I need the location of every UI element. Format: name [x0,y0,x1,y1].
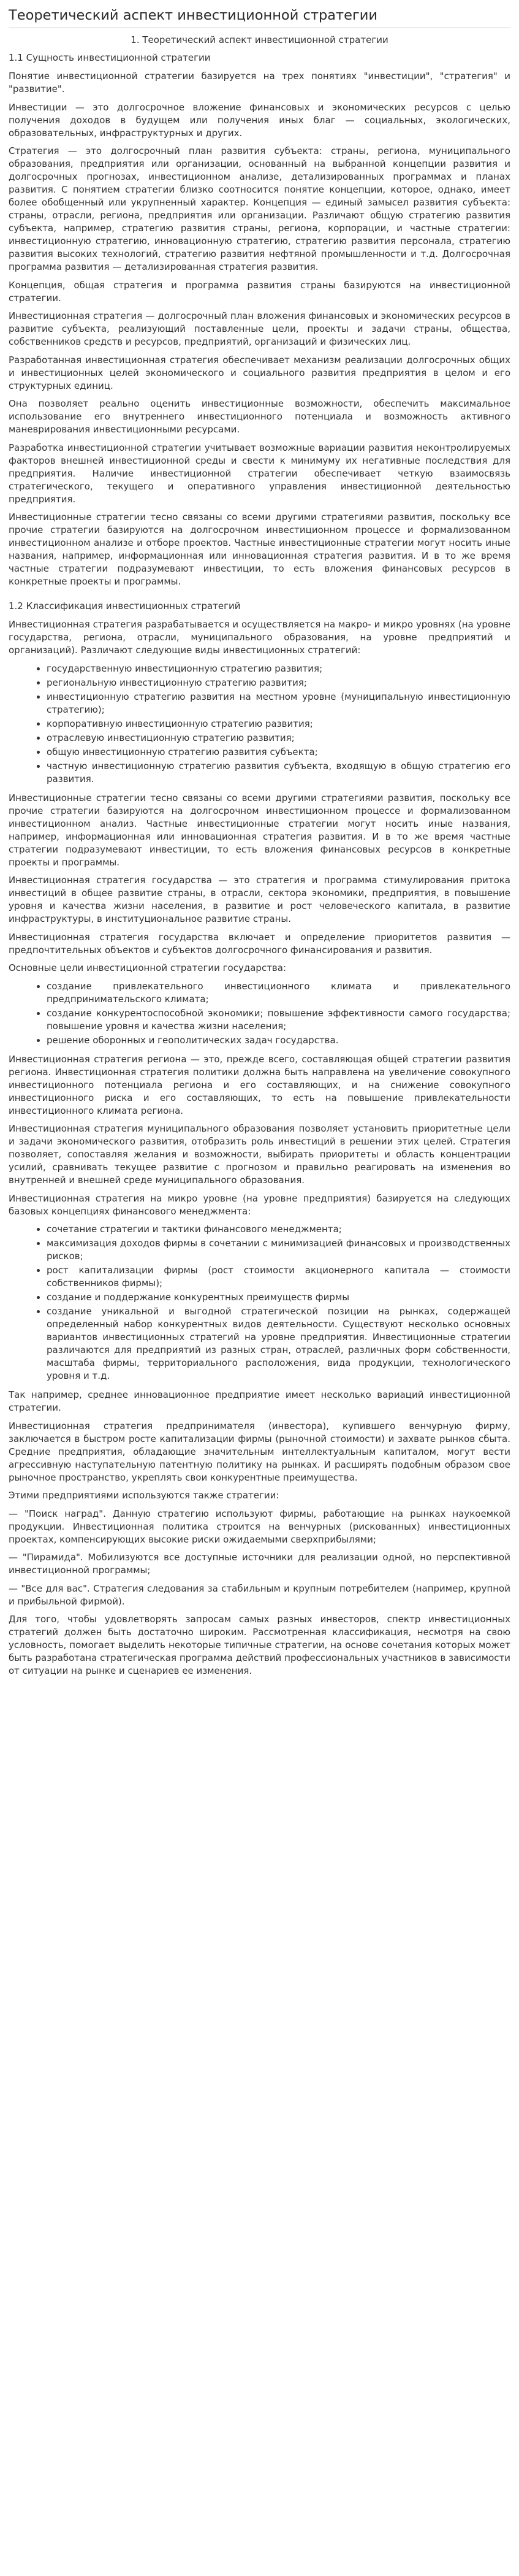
list-item: • частную инвестиционную стратегию развития субъекта, входящую в общую стратегию его развития. [47,760,510,786]
section-2 [9,599,510,1677]
bullet-list [9,980,510,1047]
paragraph: — "Пирамида". Мобилизуются все доступные источники для реализации одной, но перспективной инвестиционной программы; [9,1552,510,1576]
paragraph: Инвестиционные стратегии тесно связаны со всеми другими стратегиями развития, поскольку все прочие стратегии базируются на долгосрочном инвестиционном процессе и формализованном инвестиционном анализ. Частные инвестиционные стратегии могут носить иные названия, например, информационная или инновационная стратегия развития. И в то же время частные стратегии подразумевают инвестиции, то есть вложения финансовых ресурсов в конкретные проекты и программы. [9,792,510,868]
paragraph: Стратегия — это долгосрочный план развития субъекта: страны, региона, муниципального образования, предприятия или организации, основанный на выбранной концепции развития и долгосрочных прогнозах, инвестиционном анализе, детализированных программах и планах развития. С понятием стратегии близко соотносится понятие концепции, которое, однако, имеет более обобщенный или укрупненный характер. Концепция — единый замысел развития субъекта: страны, отрасли, региона, предприятия или организации. Различают общую стратегию развития субъекта, например, стратегию развития страны, региона, корпорации, и частные стратегии: инвестиционную стратегию, инновационную стратегию, стратегию развития персонала, стратегию развития высоких технологий, стратегию развития нефтяной промышленности и т.д. Долгосрочная программа развития — детализированная стратегия развития. [9,145,510,272]
list-item: • создание и поддержание конкурентных преимуществ фирмы [47,1291,510,1304]
section-heading: 1.2 Классификация инвестиционных стратегий [9,600,241,611]
list-item: • создание уникальной и выгодной стратегической позиции на рынках, содержащей определенный набор конкурентных видов деятельности. Существуют несколько основных вариантов инвестиционных стратегий на уровне предприятия. Инвестиционные стратегии различаются для предприятий из разных стран, отраслей, различных форм собственности, масштаба фирмы, территориального расположения, вида продукции, технологического уровня и т.д. [47,1305,510,1382]
list-item: • создание конкурентоспособной экономики; повышение эффективности самого государства; повышение уровня и качества жизни населения; [47,1007,510,1033]
list-item: • сочетание стратегии и тактики финансового менеджмента; [47,1223,510,1236]
paragraph: Инвестиционная стратегия — долгосрочный план вложения финансовых и экономических ресурсов в развитие субъекта, реализующий поставленные цели, проекты и задачи страны, общества, собственников средств и ресурсов, предприятий, организаций и физических лиц. [9,310,510,347]
paragraph: Этими предприятиями используются также стратегии: [9,1490,279,1501]
list-item: • государственную инвестиционную стратегию развития; [47,662,510,675]
paragraph: Так например, среднее инновационное предприятие имеет несколько вариаций инвестиционной стратегии. [9,1389,510,1413]
paragraph: Инвестиционные стратегии тесно связаны со всеми другими стратегиями развития, поскольку все прочие стратегии базируются на долгосрочном инвестиционном процессе и формализованном инвестиционном анализе и отборе проектов. Частные инвестиционные стратегии могут носить иные названия, например, информационная или инновационная стратегия развития. И в то же время частные стратегии подразумевают инвестиции, то есть вложения финансовых ресурсов в конкретные проекты и программы. [9,512,510,587]
paragraph: Разработка инвестиционной стратегии учитывает возможные вариации развития неконтролируемых факторов внешней инвестиционной среды и свести к минимуму их негативные последствия для предприятия. Наличие инвестиционной стратегии обеспечивает четкую взаимосвязь стратегического, текущего и оперативного управления инвестиционной деятельностью предприятия. [9,442,510,505]
list-item: • региональную инвестиционную стратегию развития; [47,677,510,689]
list-item: • инвестиционную стратегию развития на местном уровне (муниципальную инвестиционную стратегию); [47,691,510,716]
paragraph: Инвестиционная стратегия муниципального образования позволяет установить приоритетные цели и задачи экономического развития, отобразить роль инвестиций в решении этих целей. Стратегия позволяет, сопоставляя желания и возможности, выбирать приоритеты и область концентрации усилий, сравнивать текущее развитие с прогнозом и правильно реагировать на изменения во внутренней и внешней среде муниципального образования. [9,1123,510,1186]
paragraph: Инвестиционная стратегия государства включает и определение приоритетов развития — предпочтительных объектов и субъектов долгосрочного финансирования и развития. [9,931,510,956]
list-item: • отраслевую инвестиционную стратегию развития; [47,732,510,745]
document-title: Теоретический аспект инвестиционной стратегии [9,6,510,28]
list-item: • создание привлекательного инвестиционного климата и привлекательного предпринимательского климата; [47,980,510,1006]
bullet-list [9,662,510,786]
paragraph: Основные цели инвестиционной стратегии государства: [9,962,287,973]
paragraph: Инвестиционная стратегия государства — это стратегия и программа стимулирования притока инвестиций в общее развитие страны, в отрасли, сектора экономики, предприятия, в повышение уровня и качества жизни населения, в развитие и рост человеческого капитала, в развитие инфраструктуры, в институциональное развитие страны. [9,875,510,924]
paragraph: Инвестиционная стратегия разрабатывается и осуществляется на макро- и микро уровнях (на уровне государства, региона, отрасли, муниципального образования, на уровне предприятий и организаций). Различают следующие виды инвестиционных стратегий: [9,619,510,656]
paragraph: Концепция, общая стратегия и программа развития страны базируются на инвестиционной стратегии. [9,279,510,304]
paragraph: Разработанная инвестиционная стратегия обеспечивает механизм реализации долгосрочных общих и инвестиционных целей экономического и социального развития предприятия в целом и его структурных единиц. [9,354,510,391]
paragraph: Инвестиционная стратегия региона — это, прежде всего, составляющая общей стратегии развития региона. Инвестиционная стратегия политики должна быть направлена на увеличение совокупного инвестиционного потенциала региона и его составляющих, и на снижение совокупного инвестиционного риска и его составляющих, то есть на повышение привлекательности инвестиционного климата региона. [9,1053,510,1116]
paragraph: Инвестиционная стратегия предпринимателя (инвестора), купившего венчурную фирму, заключается в быстром росте капитализации фирмы (рыночной стоимости) и захвате рынков сбыта. Средние предприятия, обладающие значительным интеллектуальным капиталом, могут вести агрессивную наступательную патентную политику на рынках. И расширять подобным образом свое рыночное пространство, укреплять свои конкурентные преимущества. [9,1420,510,1483]
paragraph: — "Поиск наград". Данную стратегию используют фирмы, работающие на рынках наукоемкой продукции. Инвестиционная политика строится на венчурных (рискованных) инвестиционных проектах, компенсирующих высокие риски ожидаемыми сверхприбылями; [9,1508,510,1545]
chapter-title: 1. Теоретический аспект инвестиционной стратегии [131,34,388,45]
paragraph: Инвестиции — это долгосрочное вложение финансовых и экономических ресурсов с целью получения доходов в будущем или получения иных благ — социальных, экологических, образовательных, инфраструктурных и других. [9,101,510,139]
list-item: • максимизация доходов фирмы в сочетании с минимизацией финансовых и производственных рисков; [47,1237,510,1263]
paragraph: Понятие инвестиционной стратегии базируется на трех понятиях "инвестиции", "стратегия" и "развитие". [9,71,510,94]
document-body [9,51,510,1677]
section-heading: 1.1 Сущность инвестиционной стратегии [9,52,211,63]
bullet-list [9,1223,510,1382]
paragraph: Инвестиционная стратегия на микро уровне (на уровне предприятия) базируется на следующих базовых концепциях финансового менеджмента: [9,1192,510,1217]
list-item: • рост капитализации фирмы (рост стоимости акционерного капитала — стоимости собственников фирмы); [47,1264,510,1290]
section-1 [9,51,510,588]
paragraph: Для того, чтобы удовлетворять запросам самых разных инвесторов, спектр инвестиционных стратегий должен быть достаточно широким. Рассмотренная классификация, несмотря на свою условность, помогает выделить некоторые типичные стратегии, на основе сочетания которых может быть разработана стратегическая программа действий профессиональных участников в зависимости от ситуации на рынке и сценариев ее изменения. [9,1614,510,1676]
list-item: • корпоративную инвестиционную стратегию развития; [47,718,510,730]
paragraph: Она позволяет реально оценить инвестиционные возможности, обеспечить максимальное использование его внутреннего инвестиционного потенциала и возможность активного маневрирования инвестиционными ресурсами. [9,398,510,435]
list-item: • решение оборонных и геополитических задач государства. [47,1034,510,1047]
list-item: • общую инвестиционную стратегию развития субъекта; [47,746,510,759]
paragraph: — "Все для вас". Стратегия следования за стабильным и крупным потребителем (например, крупной и прибыльной фирмой). [9,1582,510,1607]
